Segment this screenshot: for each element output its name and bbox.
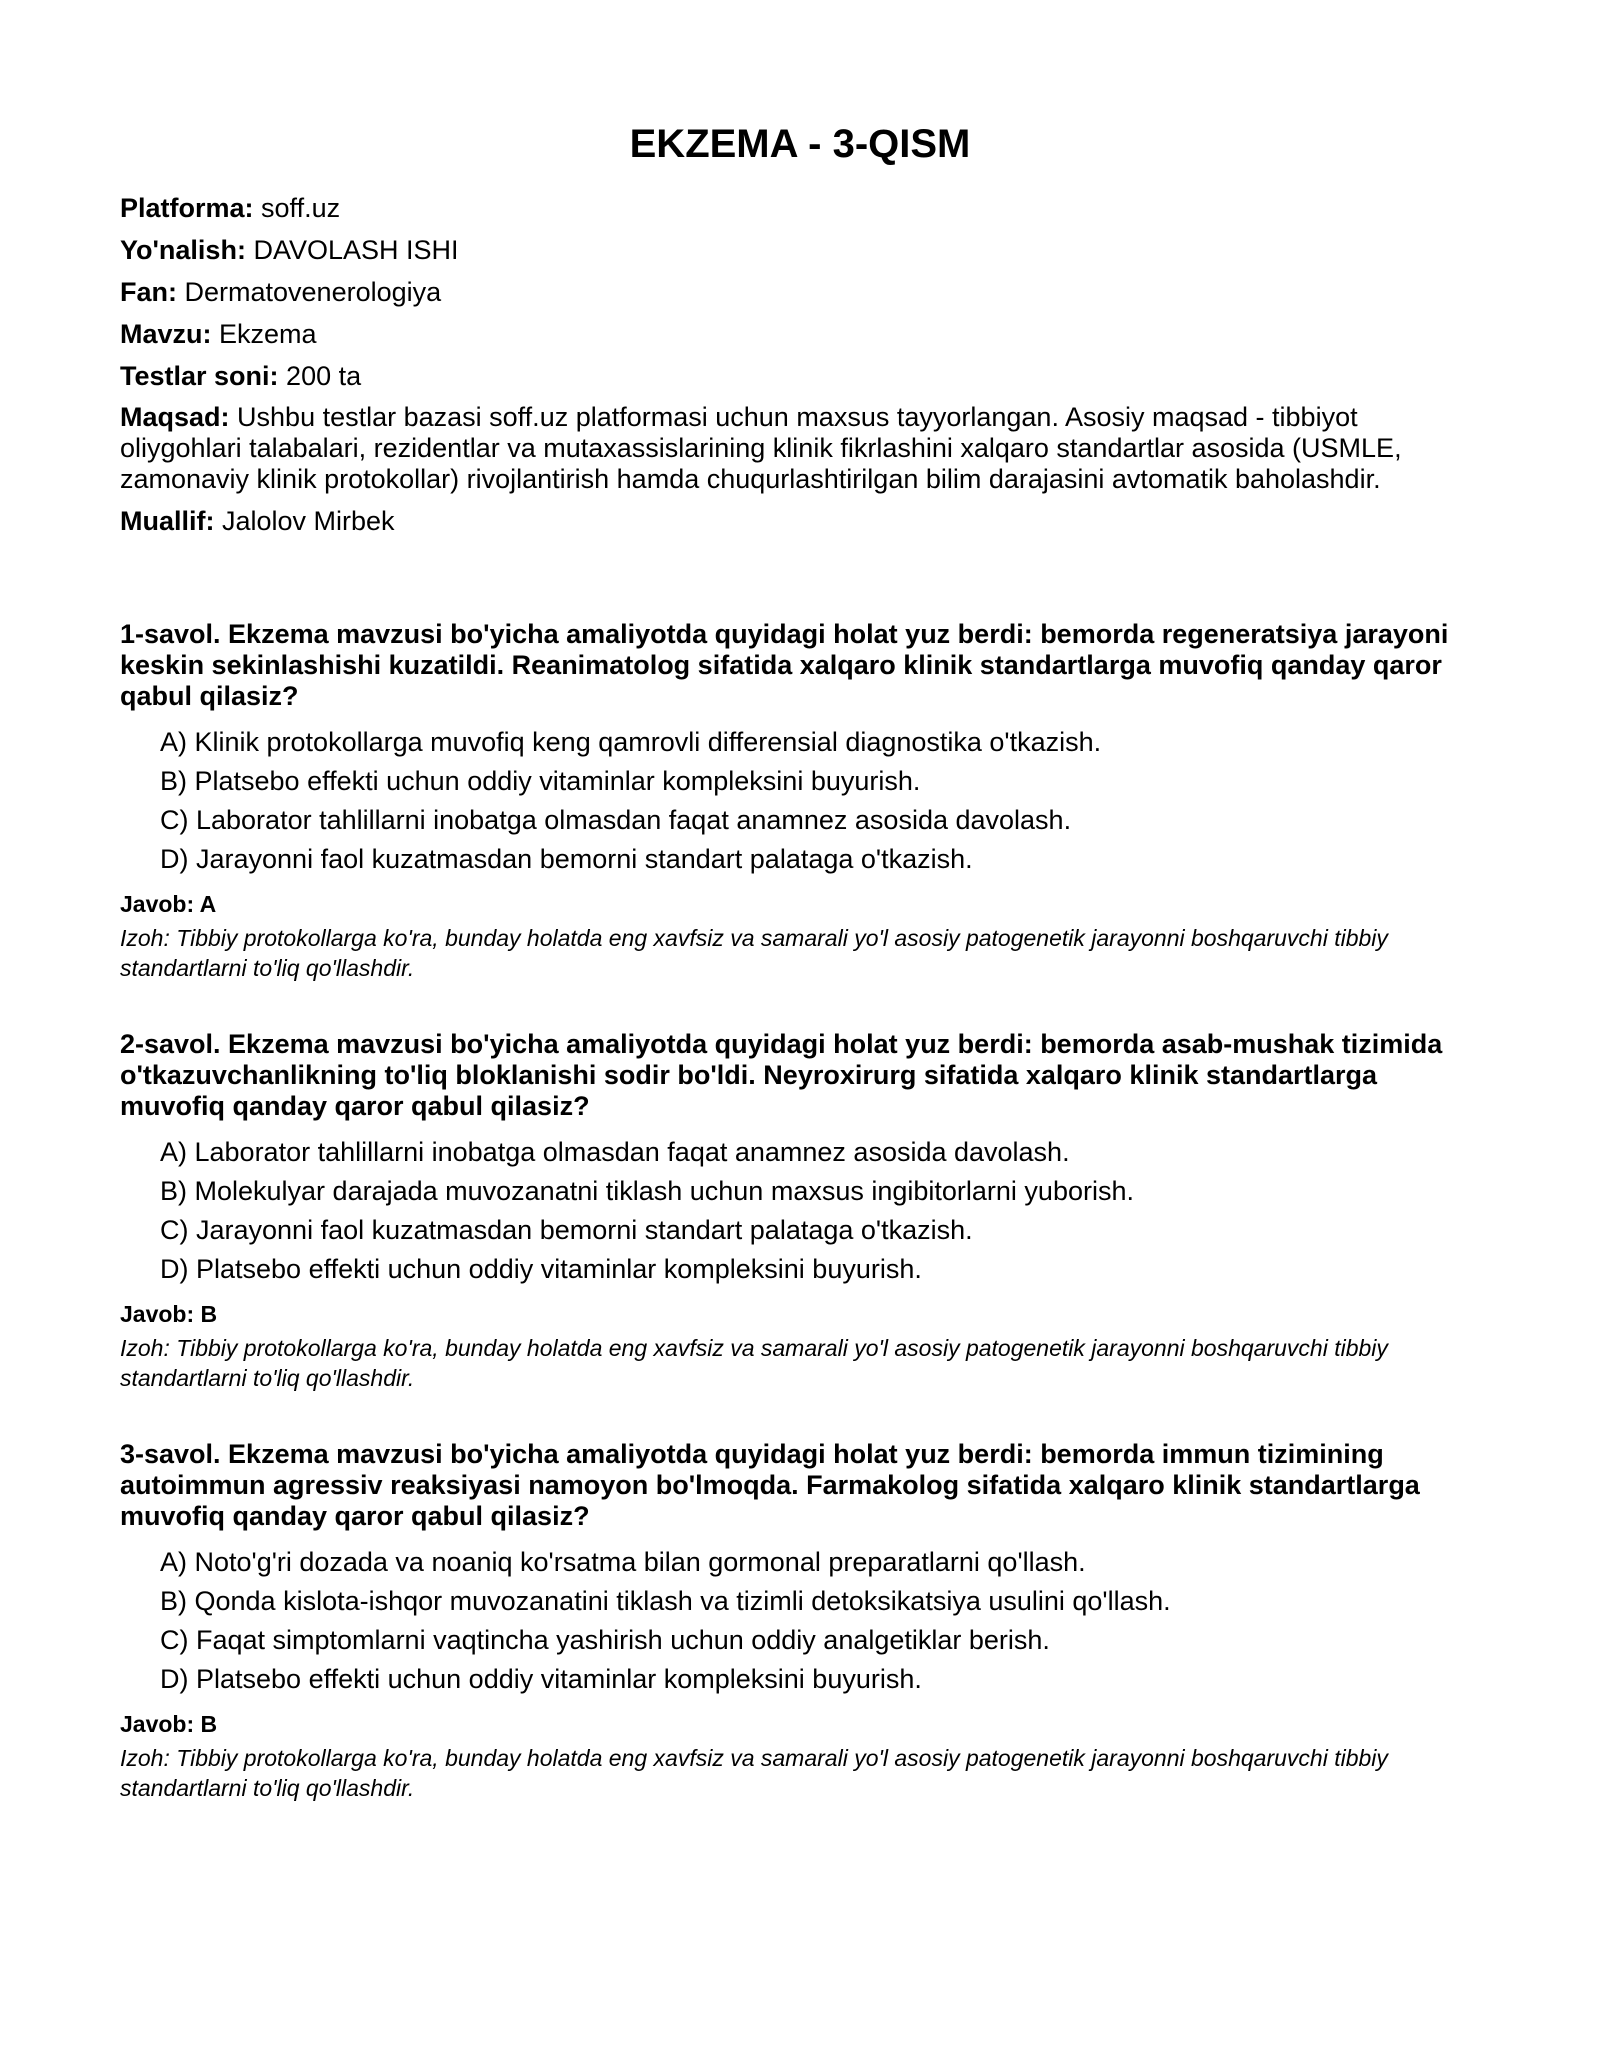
question-1 <box>120 619 1480 983</box>
meta-direction <box>120 234 1480 266</box>
meta-value: Jalolov Mirbek <box>214 506 395 536</box>
explanation-text: Izoh: Tibbiy protokollarga ko'ra, bunday holatda eng xavfsiz va samarali yo'l asosiy patogenetik jarayonni boshqaruvchi tibbiy standartlarni to'liq qo'llashdir. <box>120 925 1388 981</box>
meta-test-count <box>120 360 1480 392</box>
meta-key: Yo'nalish: <box>120 235 246 265</box>
option-list <box>120 726 1480 875</box>
page-title: EKZEMA - 3-QISM <box>629 122 971 166</box>
question-list <box>120 619 1480 1803</box>
meta-key: Maqsad: <box>120 402 230 432</box>
meta-key: Fan: <box>120 277 177 307</box>
answer-label: Javob: A <box>120 891 217 917</box>
option-d: D) Platsebo effekti uchun oddiy vitaminlar kompleksini buyurish. <box>160 1664 922 1694</box>
option-list <box>120 1136 1480 1285</box>
meta-purpose <box>120 402 1480 495</box>
explanation-text: Izoh: Tibbiy protokollarga ko'ra, bunday holatda eng xavfsiz va samarali yo'l asosiy patogenetik jarayonni boshqaruvchi tibbiy standartlarni to'liq qo'llashdir. <box>120 1745 1388 1801</box>
meta-value: Ushbu testlar bazasi soff.uz platformasi uchun maxsus tayyorlangan. Asosiy maqsad - tibbiyot oliygohlari talabalari, rezidentlar va mutaxassislarining klinik fikrlashini xalqaro standartlar asosida (USMLE, zamonaviy klinik protokollar) rivojlantirish hamda chuqurlashtirilgan bilim darajasini avtomatik baholashdir. <box>120 402 1402 494</box>
option-c: C) Laborator tahlillarni inobatga olmasdan faqat anamnez asosida davolash. <box>160 805 1072 835</box>
meta-topic <box>120 318 1480 350</box>
question-3 <box>120 1439 1480 1803</box>
option-a: A) Laborator tahlillarni inobatga olmasdan faqat anamnez asosida davolash. <box>160 1137 1070 1167</box>
option-a: A) Klinik protokollarga muvofiq keng qamrovli differensial diagnostika o'tkazish. <box>160 727 1102 757</box>
meta-value: soff.uz <box>253 193 341 223</box>
option-c: C) Faqat simptomlarni vaqtincha yashirish uchun oddiy analgetiklar berish. <box>160 1625 1050 1655</box>
question-text: 1-savol. Ekzema mavzusi bo'yicha amaliyotda quyidagi holat yuz berdi: bemorda regeneratsiya jarayoni keskin sekinlashishi kuzatildi. Reanimatolog sifatida xalqaro klinik standartlarga muvofiq qanday qaror qabul qilasiz? <box>120 619 1449 711</box>
meta-key: Testlar soni: <box>120 361 279 391</box>
option-d: D) Jarayonni faol kuzatmasdan bemorni standart palataga o'tkazish. <box>160 844 973 874</box>
answer-label: Javob: B <box>120 1301 218 1327</box>
meta-value: 200 ta <box>278 361 362 391</box>
meta-block <box>120 192 1480 537</box>
question-2 <box>120 1029 1480 1393</box>
meta-value: DAVOLASH ISHI <box>245 235 459 265</box>
option-d: D) Platsebo effekti uchun oddiy vitaminlar kompleksini buyurish. <box>160 1254 922 1284</box>
option-list <box>120 1546 1480 1695</box>
meta-subject <box>120 276 1480 308</box>
meta-value: Dermatovenerologiya <box>177 277 442 307</box>
meta-platform <box>120 192 1480 224</box>
meta-key: Mavzu: <box>120 319 212 349</box>
option-a: A) Noto'g'ri dozada va noaniq ko'rsatma bilan gormonal preparatlarni qo'llash. <box>160 1547 1086 1577</box>
meta-author <box>120 505 1480 537</box>
question-text: 3-savol. Ekzema mavzusi bo'yicha amaliyotda quyidagi holat yuz berdi: bemorda immun tizimining autoimmun agressiv reaksiyasi namoyon bo'lmoqda. Farmakolog sifatida xalqaro klinik standartlarga muvofiq qanday qaror qabul qilasiz? <box>120 1439 1420 1531</box>
meta-value: Ekzema <box>211 319 317 349</box>
option-b: B) Molekulyar darajada muvozanatni tiklash uchun maxsus ingibitorlarni yuborish. <box>160 1176 1134 1206</box>
option-c: C) Jarayonni faol kuzatmasdan bemorni standart palataga o'tkazish. <box>160 1215 973 1245</box>
option-b: B) Qonda kislota-ishqor muvozanatini tiklash va tizimli detoksikatsiya usulini qo'llash. <box>160 1586 1171 1616</box>
meta-key: Platforma: <box>120 193 254 223</box>
meta-key: Muallif: <box>120 506 215 536</box>
question-text: 2-savol. Ekzema mavzusi bo'yicha amaliyotda quyidagi holat yuz berdi: bemorda asab-mushak tizimida o'tkazuvchanlikning to'liq bloklanishi sodir bo'ldi. Neyroxirurg sifatida xalqaro klinik standartlarga muvofiq qanday qaror qabul qilasiz? <box>120 1029 1443 1121</box>
option-b: B) Platsebo effekti uchun oddiy vitaminlar kompleksini buyurish. <box>160 766 921 796</box>
explanation-text: Izoh: Tibbiy protokollarga ko'ra, bunday holatda eng xavfsiz va samarali yo'l asosiy patogenetik jarayonni boshqaruvchi tibbiy standartlarni to'liq qo'llashdir. <box>120 1335 1388 1391</box>
answer-label: Javob: B <box>120 1711 218 1737</box>
